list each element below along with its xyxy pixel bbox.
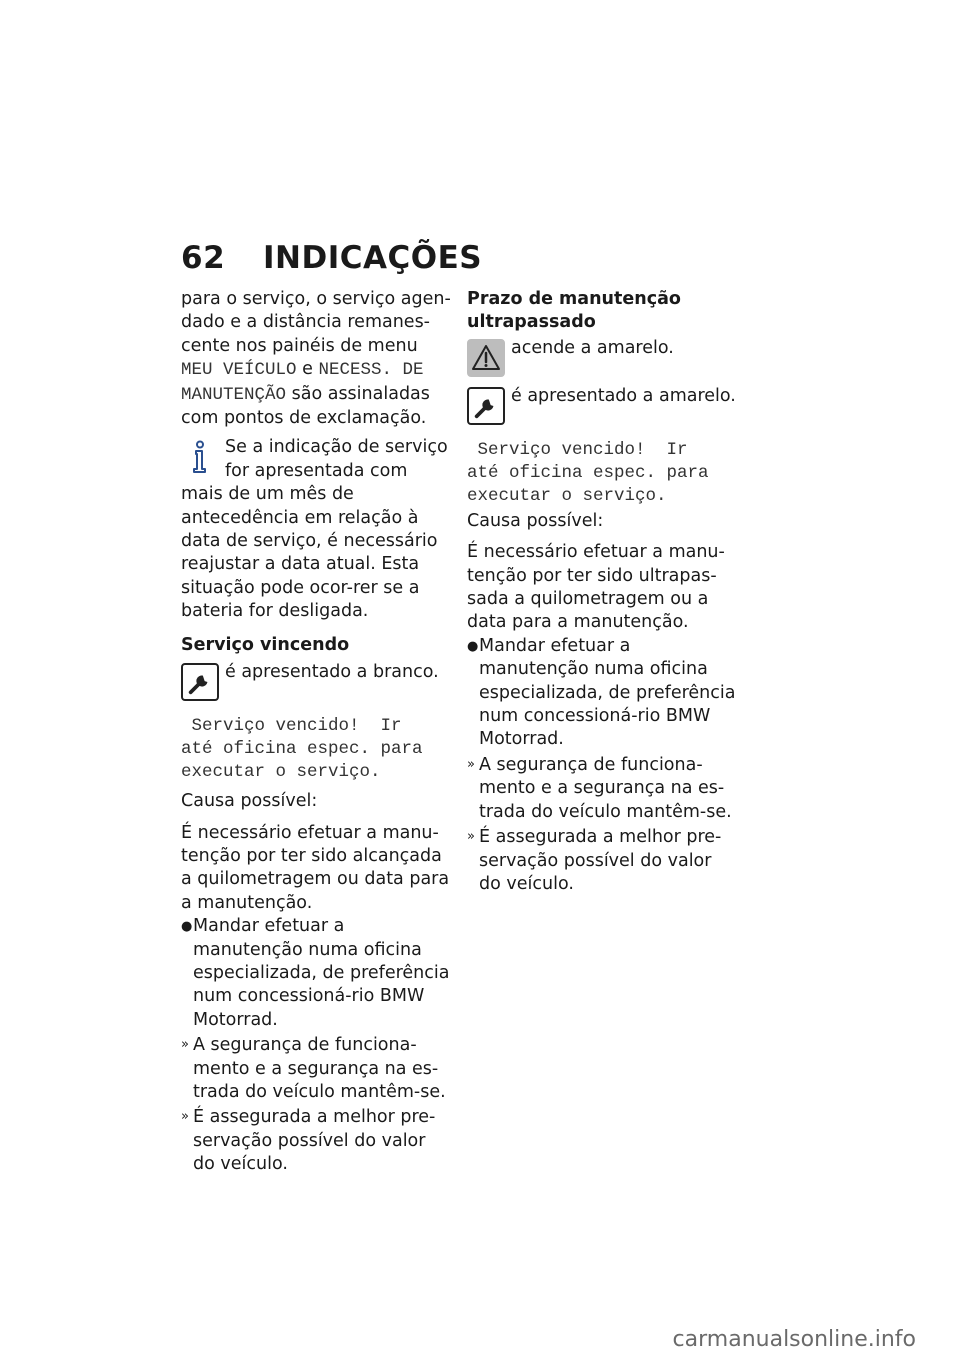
warning-line-text: acende a amarelo. [511, 337, 674, 358]
page-header [181, 240, 482, 276]
result-item [181, 1106, 451, 1176]
action-item [181, 915, 451, 1032]
intro-paragraph [181, 288, 451, 430]
result-text-2: É assegurada a melhor pre-servação possível do valor do veículo. [193, 1107, 436, 1175]
left-column [181, 288, 451, 1177]
display-message: Serviço vencido! Ir até oficina espec. para executar o serviço. [467, 439, 709, 506]
cause-text: É necessário efetuar a manu-tenção por ter sido ultrapas-sada a quilometragem ou a data para a manutenção. [467, 542, 725, 633]
wrench-icon [181, 663, 219, 701]
watermark-link[interactable]: carmanualsonline.info [672, 1327, 916, 1352]
bullet-icon: ● [181, 919, 193, 935]
right-column [467, 288, 737, 896]
conjunction: e [302, 359, 313, 380]
section-title: INDICAÇÕES [263, 240, 483, 276]
result-item [181, 1034, 451, 1104]
result-text-1: A segurança de funciona-mento e a segurança na es-trada do veículo mantêm-se. [193, 1035, 446, 1102]
action-text: Mandar efetuar a manutenção numa oficina especializada, de preferência num concessioná-rio BMW Motorrad. [193, 916, 450, 1030]
menu-name-maintenance: NECESS. DE MANUTENÇÃO [181, 360, 424, 405]
result-item [467, 754, 737, 824]
result-arrow-icon: » [467, 829, 475, 845]
menu-name-my-vehicle: MEU VEÍCULO [181, 360, 297, 381]
page-number: 62 [181, 240, 226, 276]
cause-title: Causa possível: [467, 510, 604, 531]
warning-line [467, 337, 737, 377]
heading-service-overdue: Prazo de manutenção ultrapassado [467, 289, 681, 333]
display-message: Serviço vencido! Ir até oficina espec. para executar o serviço. [181, 716, 423, 783]
result-arrow-icon: » [467, 756, 475, 772]
bullet-icon: ● [467, 638, 479, 654]
intro-text-2: são assinaladas com pontos de exclamação. [181, 383, 430, 429]
result-arrow-icon: » [181, 1037, 189, 1053]
info-icon [181, 438, 219, 476]
wrench-line-text: é apresentado a amarelo. [511, 385, 736, 406]
result-text-1: A segurança de funciona-mento e a segurança na es-trada do veículo mantêm-se. [479, 754, 732, 822]
heading-service-due: Serviço vincendo [181, 634, 350, 655]
wrench-line [467, 385, 737, 425]
wrench-line-text: é apresentado a branco. [225, 662, 439, 683]
warning-triangle-icon [467, 339, 505, 377]
result-text-2: É assegurada a melhor pre-servação possível do valor do veículo. [479, 827, 722, 894]
result-arrow-icon: » [181, 1109, 189, 1125]
intro-text-1: para o serviço, o serviço agen-dado e a distância remanes-cente nos painéis de menu [181, 289, 451, 356]
info-note-text: Se a indicação de serviço for apresentada com mais de um mês de antecedência em relação à data de serviço, é necessário reajustar a data atual. Esta situação pode ocor-rer se a bateria for desligada. [181, 437, 448, 622]
cause-text: É necessário efetuar a manu-tenção por ter sido alcançada a quilometragem ou data para a manutenção. [181, 822, 450, 913]
cause-title: Causa possível: [181, 791, 318, 812]
action-item [467, 635, 737, 752]
wrench-line [181, 661, 451, 701]
wrench-icon [467, 387, 505, 425]
action-text: Mandar efetuar a manutenção numa oficina especializada, de preferência num concessioná-rio BMW Motorrad. [479, 635, 736, 750]
result-item [467, 826, 737, 896]
info-note [181, 436, 451, 623]
